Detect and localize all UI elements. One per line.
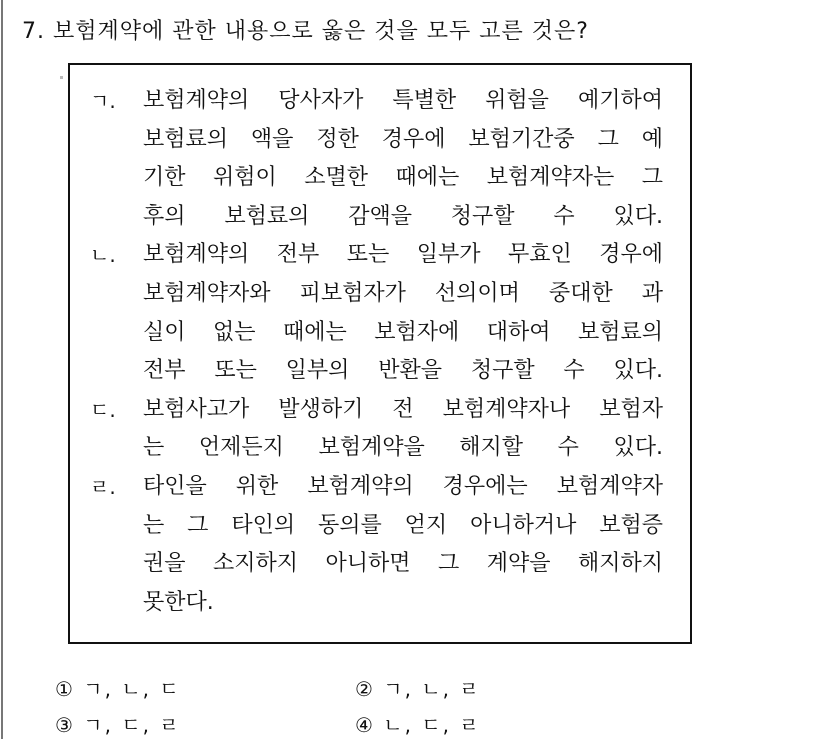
statement-line: 는 그 타인의 동의를 얻지 아니하거나 보험증 [143,512,663,538]
option-4[interactable]: ④ ㄴ, ㄷ, ㄹ [355,713,481,737]
statement-line: 전부 또는 일부의 반환을 청구할 수 있다. [143,358,663,384]
statement-line: 보험료의 액을 정한 경우에 보험기간중 그 예 [143,126,663,152]
option-3[interactable]: ③ ㄱ, ㄷ, ㄹ [55,713,181,737]
page-left-border [1,0,3,739]
statement-line: 는 언제든지 보험계약을 해지할 수 있다. [143,435,663,461]
statement-line: 기한 위험이 소멸한 때에는 보험계약자는 그 [143,165,663,191]
statement-line: 타인을 위한 보험계약의 경우에는 보험계약자 [143,474,663,499]
statement-line: 보험사고가 발생하기 전 보험계약자나 보험자 [143,396,663,422]
statement-marker: ㄷ. [90,397,116,422]
statement-marker: ㄹ. [90,475,116,499]
statement-marker: ㄱ. [90,89,116,113]
statement-line: 권을 소지하지 아니하면 그 계약을 해지하지 [143,551,663,577]
statement-line: 보험계약자와 피보험자가 선의이며 중대한 과 [143,281,663,306]
statement-line: 후의 보험료의 감액을 청구할 수 있다. [143,203,663,229]
option-2[interactable]: ② ㄱ, ㄴ, ㄹ [355,677,481,701]
statement-line: 못한다. [143,589,214,615]
statement-marker: ㄴ. [90,243,116,268]
statement-line: 보험계약의 당사자가 특별한 위험을 예기하여 [143,88,663,113]
statements-box [68,63,692,644]
statement-line: 실이 없는 때에는 보험자에 대하여 보험료의 [143,319,663,345]
stray-mark [60,76,63,79]
statement-line: 보험계약의 전부 또는 일부가 무효인 경우에 [143,242,663,268]
option-1[interactable]: ① ㄱ, ㄴ, ㄷ [55,677,181,701]
question-title: 7. 보험계약에 관한 내용으로 옳은 것을 모두 고른 것은? [22,19,589,44]
